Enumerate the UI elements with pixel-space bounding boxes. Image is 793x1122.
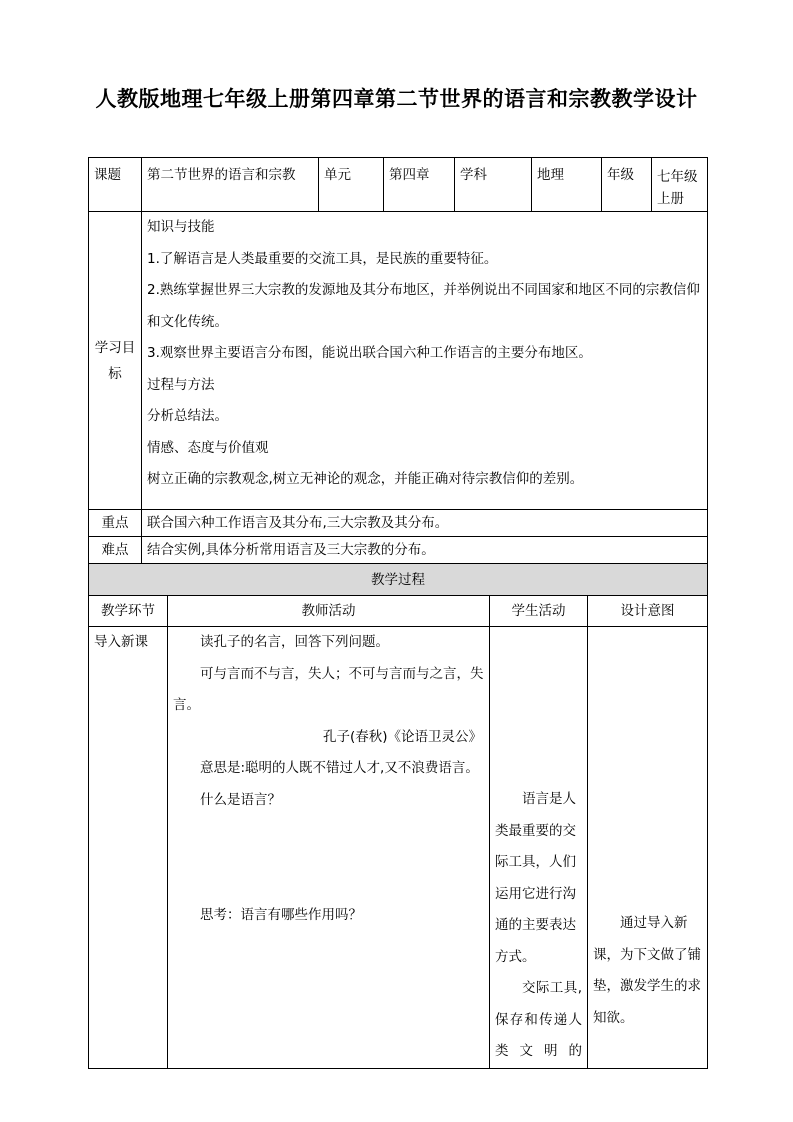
goals-line: 分析总结法。 — [147, 408, 228, 424]
key-label: 重点 — [89, 510, 142, 537]
difficult-label: 难点 — [89, 537, 142, 564]
grade-label: 年级 — [602, 158, 652, 212]
intent-line: 通过导入新课，为下文做了铺垫，激发学生的求知欲。 — [593, 915, 701, 1026]
goals-label: 学习目标 — [89, 212, 142, 510]
teacher-line: 思考：语言有哪些作用吗？ — [200, 907, 362, 923]
goals-line: 过程与方法 — [147, 376, 215, 393]
teacher-line: 意思是:聪明的人既不错过人才,又不浪费语言。 — [200, 760, 479, 776]
col-stage: 教学环节 — [89, 596, 168, 627]
goals-line: 2.熟练掌握世界三大宗教的发源地及其分布地区，并举例说出不同国家和地区不同的宗教信仰和文化传统。 — [147, 282, 700, 330]
info-table — [88, 157, 708, 564]
student-cell — [490, 627, 588, 1069]
goals-line: 树立正确的宗教观念,树立无神论的观念，并能正确对待宗教信仰的差别。 — [147, 471, 584, 487]
goals-content — [142, 212, 708, 510]
student-line: 语言是人类最重要的交际工具，人们运用它进行沟通的主要表达方式。 — [495, 791, 576, 965]
goals-line: 情感、态度与价值观 — [147, 439, 269, 456]
key-text: 联合国六种工作语言及其分布,三大宗教及其分布。 — [142, 510, 708, 537]
subject-value: 地理 — [532, 158, 602, 212]
teacher-line: 什么是语言？ — [200, 791, 281, 808]
teacher-line: 孔子(春秋)《论语卫灵公》 — [322, 728, 482, 745]
goals-line: 1.了解语言是人类最重要的交流工具，是民族的重要特征。 — [147, 250, 498, 267]
col-intent: 设计意图 — [588, 596, 708, 627]
teacher-line: 读孔子的名言，回答下列问题。 — [200, 634, 389, 650]
unit-label: 单元 — [319, 158, 384, 212]
process-header: 教学过程 — [89, 564, 708, 596]
document-title: 人教版地理七年级上册第四章第二节世界的语言和宗教教学设计 — [95, 87, 698, 111]
goals-line: 3.观察世界主要语言分布图，能说出联合国六种工作语言的主要分布地区。 — [147, 345, 592, 361]
intent-cell — [588, 627, 708, 1069]
process-table — [88, 563, 708, 1069]
student-line: 交际工具,保存和传递人类文明的 — [495, 980, 582, 1059]
teacher-line: 可与言而不与言，失人；不可与言而与之言，失言。 — [173, 665, 484, 713]
goals-line: 知识与技能 — [147, 219, 215, 235]
stage-cell: 导入新课 — [89, 627, 168, 1069]
grade-value: 七年级上册 — [652, 158, 708, 212]
topic-value: 第二节世界的语言和宗教 — [142, 158, 319, 212]
col-teacher: 教师活动 — [168, 596, 490, 627]
unit-value: 第四章 — [384, 158, 455, 212]
col-student: 学生活动 — [490, 596, 588, 627]
difficult-text: 结合实例,具体分析常用语言及三大宗教的分布。 — [142, 537, 708, 564]
topic-label: 课题 — [89, 158, 142, 212]
subject-label: 学科 — [455, 158, 532, 212]
teacher-cell — [168, 627, 490, 1069]
